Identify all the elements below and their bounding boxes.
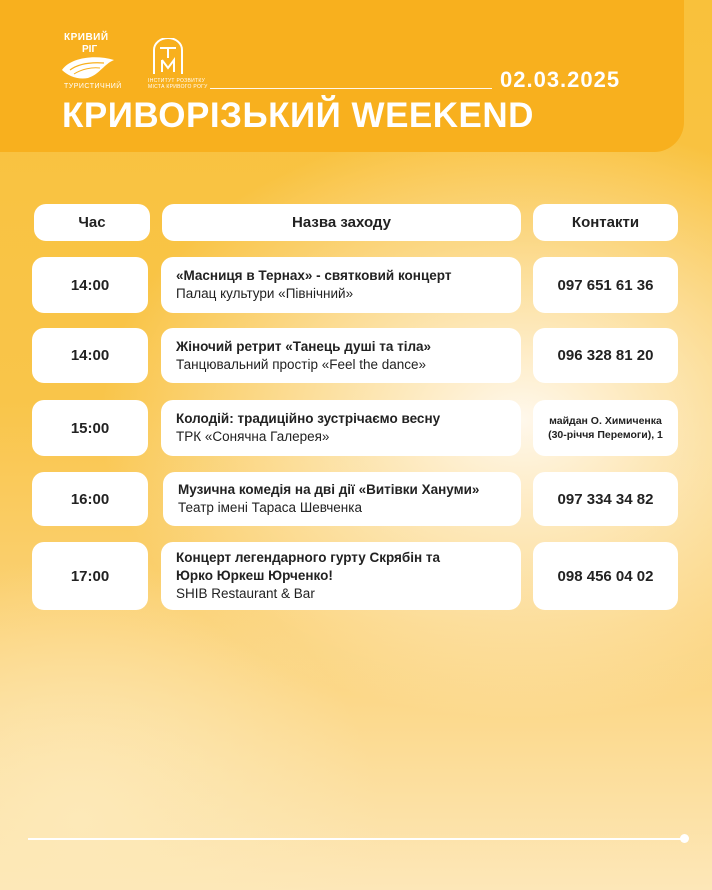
row-2-event-name: Жіночий ретрит «Танець душі та тіла» (176, 338, 432, 354)
header-divider (210, 88, 492, 89)
column-header-contacts: Контакти (533, 204, 678, 241)
footer-divider (28, 838, 684, 840)
row-2-event (161, 328, 521, 383)
row-3-event (161, 400, 521, 456)
row-5-event (161, 542, 521, 610)
row-4-contact: 097 334 34 82 (533, 472, 678, 526)
institute-emblem-icon (150, 38, 186, 76)
row-1-event-place: Палац культури «Північний» (176, 286, 354, 301)
header-banner (0, 0, 684, 152)
row-3-contact (533, 400, 678, 456)
logo-city-line1: КРИВИЙ (64, 32, 109, 43)
row-3-event-name: Колодій: традиційно зустрічаємо весну (176, 411, 441, 426)
row-5-time: 17:00 (32, 542, 148, 610)
row-2-contact: 096 328 81 20 (533, 328, 678, 383)
row-5-event-name-line2: Юрко Юркеш Юрченко! (176, 568, 333, 583)
footer-dot (680, 834, 689, 843)
row-1-time: 14:00 (32, 257, 148, 313)
row-2-event-place: Танцювальний простір «Feel the dance» (176, 356, 427, 372)
row-3-contact-line1: майдан О. Химиченка (549, 415, 662, 427)
row-5-event-place: SHIB Restaurant & Bar (176, 586, 315, 601)
row-4-event-name: Музична комедія на дві дії «Витівки Хануми» (178, 482, 480, 497)
row-5-contact: 098 456 04 02 (533, 542, 678, 610)
horn-icon (60, 54, 116, 80)
event-date: 02.03.2025 (500, 67, 621, 92)
row-1-event-name: «Масниця в Тернах» - святковий концерт (176, 268, 452, 283)
city-development-institute-logo (148, 38, 218, 94)
logo-city-line3: ТУРИСТИЧНИЙ (64, 83, 122, 90)
row-5-event-name-line1: Концерт легендарного гурту Скрябін та (176, 550, 441, 565)
row-3-time: 15:00 (32, 400, 148, 456)
row-4-event (163, 472, 521, 526)
kryvyi-rih-tourism-logo (58, 32, 126, 92)
row-1-contact: 097 651 61 36 (533, 257, 678, 313)
page-title: КРИВОРІЗЬКИЙ WEEKEND (62, 96, 534, 135)
row-3-contact-line2: (30-річчя Перемоги), 1 (548, 429, 663, 441)
row-4-event-place: Театр імені Тараса Шевченка (178, 500, 362, 515)
column-header-time: Час (34, 204, 150, 241)
logo-institute-line1: ІНСТИТУТ РОЗВИТКУ (148, 78, 206, 84)
row-1-event (161, 257, 521, 313)
row-2-time: 14:00 (32, 328, 148, 383)
row-4-time: 16:00 (32, 472, 148, 526)
logo-institute-line2: МІСТА КРИВОГО РОГУ (148, 84, 208, 90)
row-3-event-place: ТРК «Сонячна Галерея» (176, 429, 330, 444)
logo-city-line2: РІГ (82, 44, 98, 55)
column-header-event: Назва заходу (162, 204, 521, 241)
